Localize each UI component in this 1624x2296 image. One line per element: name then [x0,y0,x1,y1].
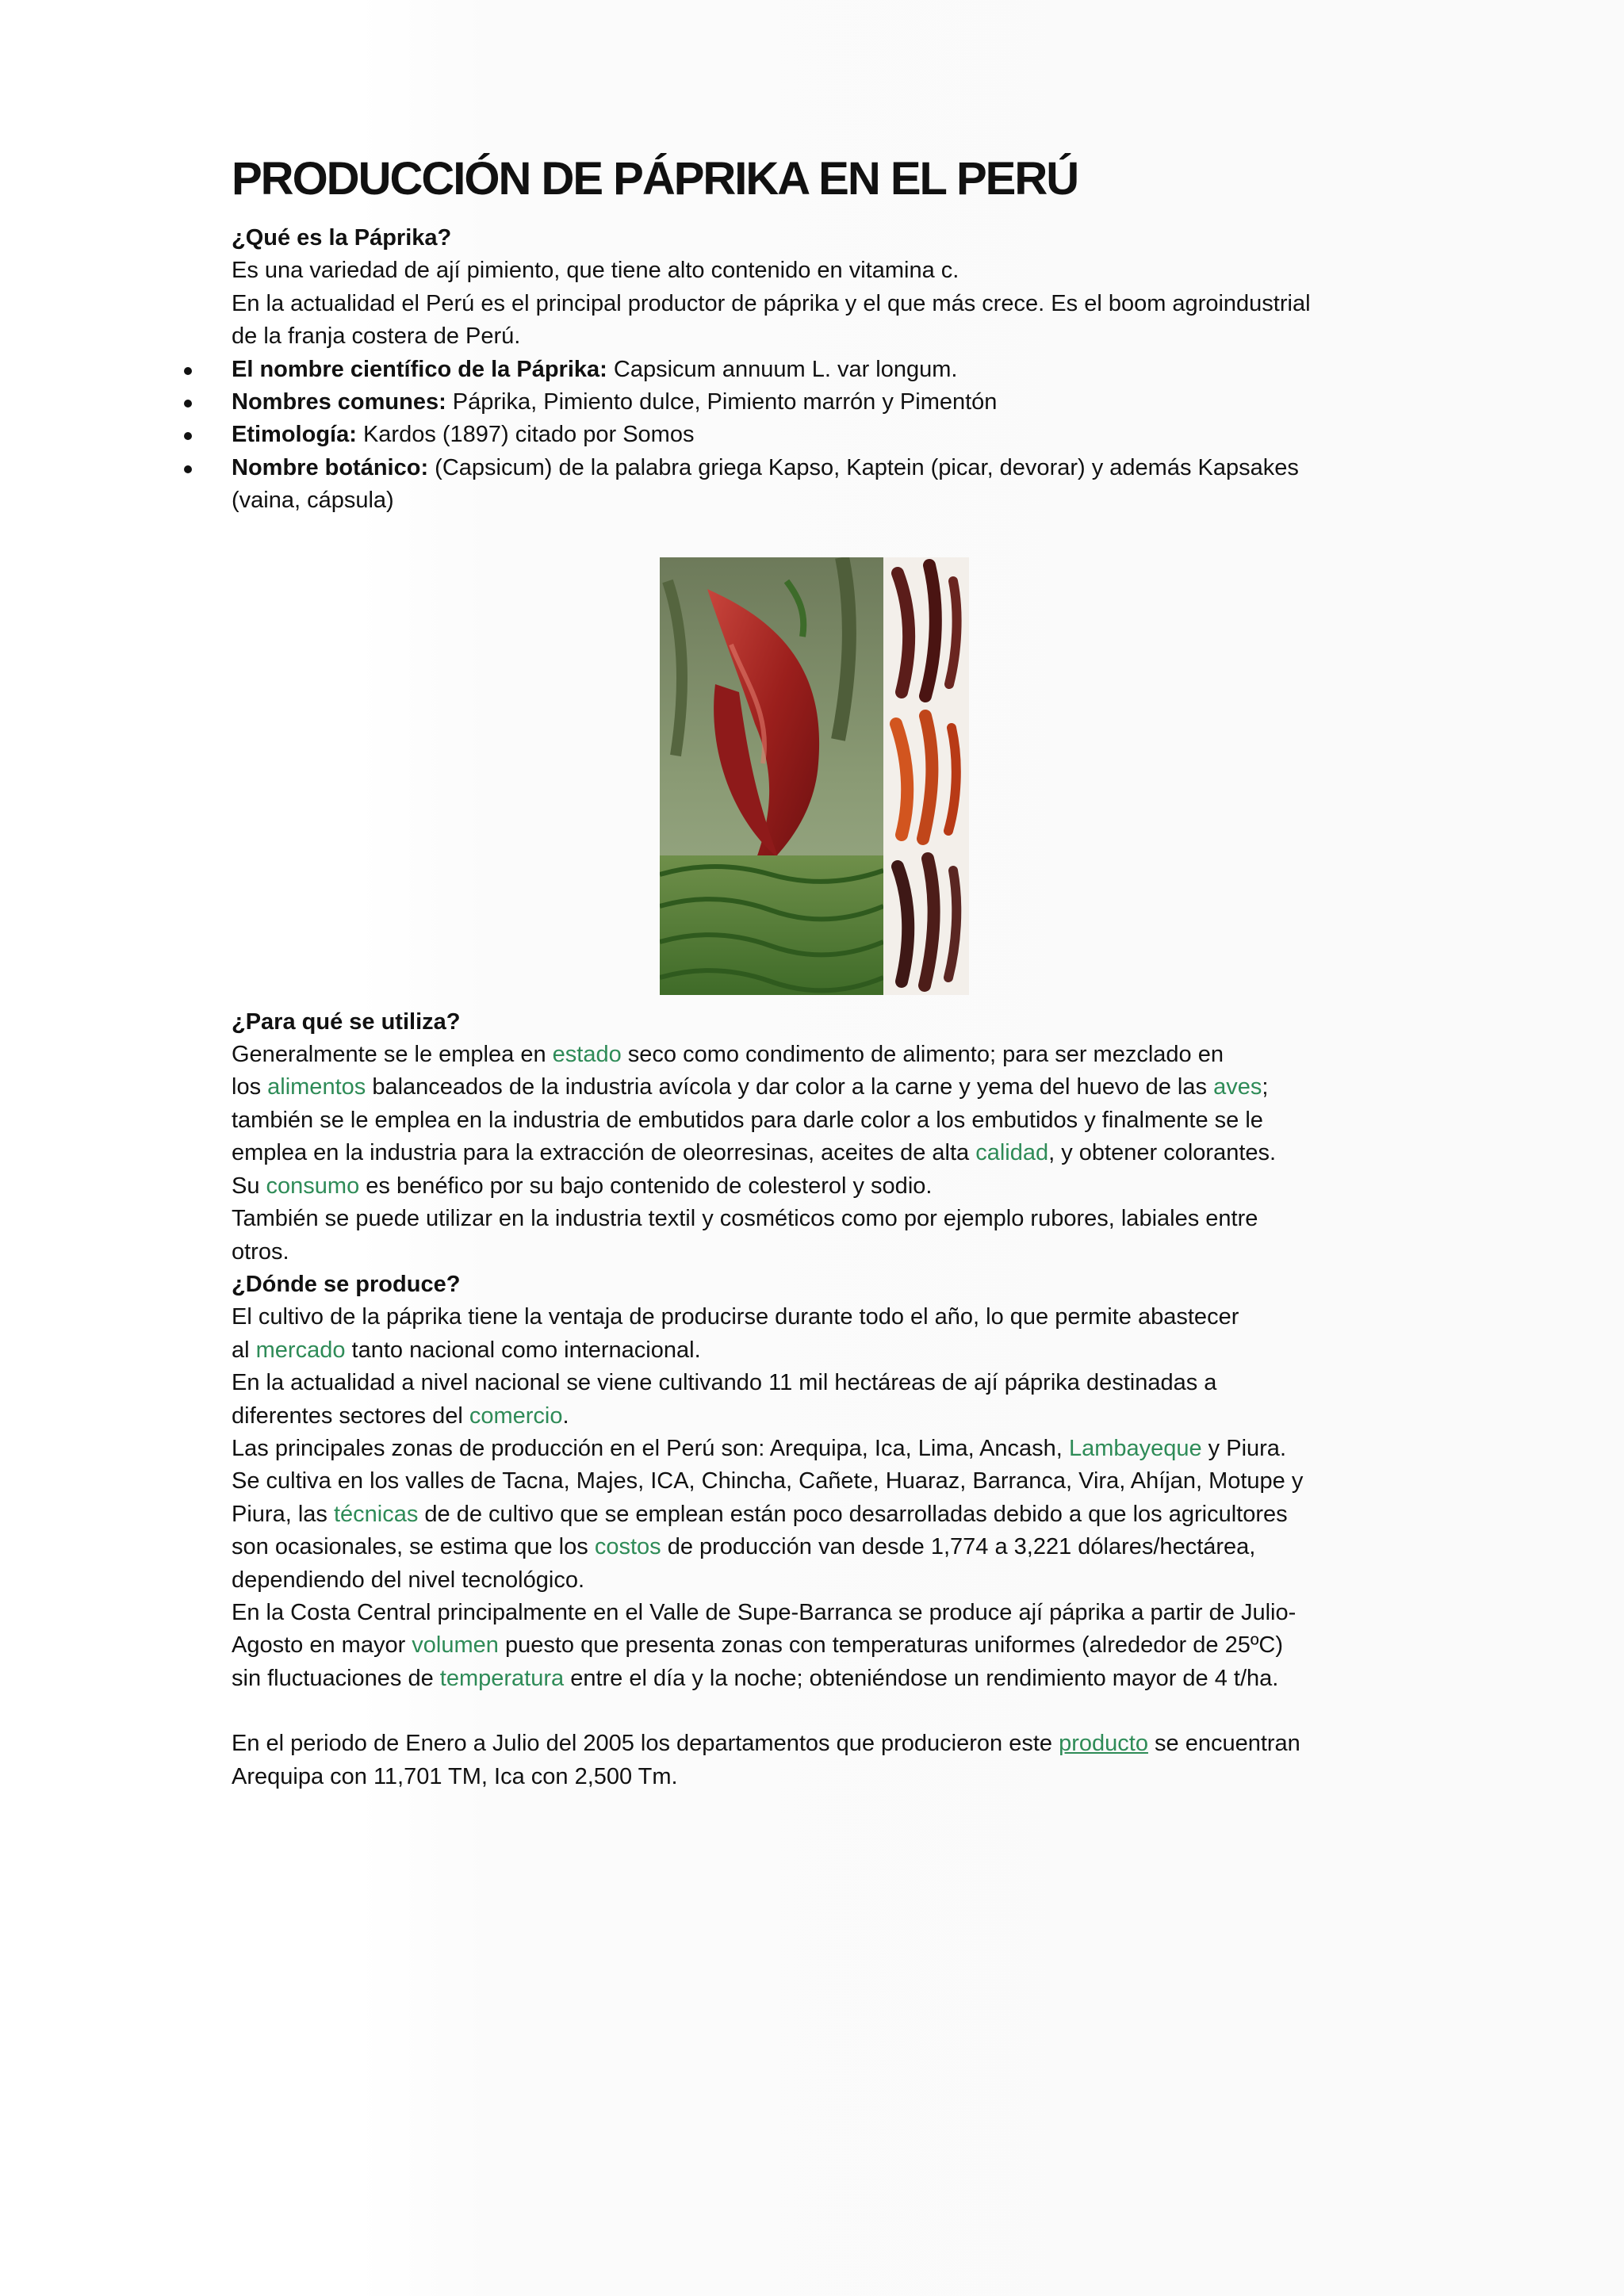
bullet-text: Páprika, Pimiento dulce, Pimiento marrón y Pimentón [446,389,998,415]
paragraph-line: Agosto en mayor volumen puesto que presenta zonas con temperaturas uniformes (alrededor de 25ºC) [232,1632,1284,1659]
list-item [232,452,1397,518]
section-heading-donde: ¿Dónde se produce? [232,1271,461,1297]
paragraph-line: de la franja costera de Perú. [232,323,521,350]
link-mercado[interactable]: mercado [255,1337,346,1363]
paragraph-line: emplea en la industria para la extracción de oleorresinas, aceites de alta calidad, y obtener colorantes. [232,1140,1277,1166]
paprika-photo [660,557,969,995]
paragraph-line: También se puede utilizar en la industria textil y cosméticos como por ejemplo rubores, labiales entre [232,1206,1258,1232]
paragraph-line: al mercado tanto nacional como internacional. [232,1337,701,1363]
link-consumo[interactable]: consumo [266,1173,360,1199]
paragraph-line: En la actualidad a nivel nacional se viene cultivando 11 mil hectáreas de ají páprika destinadas a [232,1370,1217,1396]
paragraph-line: Las principales zonas de producción en el Perú son: Arequipa, Ica, Lima, Ancash, Lambayeque y Piura. [232,1435,1286,1461]
link-lambayeque[interactable]: Lambayeque [1068,1435,1202,1461]
link-aves[interactable]: aves [1213,1074,1262,1100]
paragraph-line: sin fluctuaciones de temperatura entre el día y la noche; obteniéndose un rendimiento mayor de 4 t/ha. [232,1665,1279,1691]
paragraph-spacer [232,1695,1397,1728]
paragraph-line: dependiendo del nivel tecnológico. [232,1567,585,1593]
paragraph-line: otros. [232,1238,289,1265]
paragraph-line: En el periodo de Enero a Julio del 2005 los departamentos que producieron este producto se encuentran [232,1731,1300,1757]
bullet-label: El nombre científico de la Páprika: [232,356,607,382]
link-producto[interactable]: producto [1059,1731,1148,1757]
link-comercio[interactable]: comercio [469,1402,563,1429]
paragraph-line: Arequipa con 11,701 TM, Ica con 2,500 Tm. [232,1763,678,1789]
page-title: PRODUCCIÓN DE PÁPRIKA EN EL PERÚ [232,153,1078,205]
bullet-label: Nombre botánico: [232,454,429,480]
link-temperatura[interactable]: temperatura [439,1665,565,1691]
paragraph-line: Su consumo es benéfico por su bajo contenido de colesterol y sodio. [232,1173,933,1199]
paragraph-line: los alimentos balanceados de la industria avícola y dar color a la carne y yema del huevo de las aves; [232,1074,1269,1100]
bullet-label: Etimología: [232,422,357,448]
link-alimentos[interactable]: alimentos [267,1074,366,1100]
document-body [232,149,1397,1793]
paragraph-line: son ocasionales, se estima que los costos de producción van desde 1,774 a 3,221 dólares/hectárea, [232,1534,1256,1560]
bullet-list [232,354,1397,518]
list-item [232,419,1397,451]
paragraph-line: Se cultiva en los valles de Tacna, Majes, ICA, Chincha, Cañete, Huaraz, Barranca, Vira, Ahíjan, Motupe y [232,1468,1304,1494]
paragraph-line: Es una variedad de ají pimiento, que tiene alto contenido en vitamina c. [232,258,959,284]
section-heading-que-es: ¿Qué es la Páprika? [232,225,452,251]
link-tecnicas[interactable]: técnicas [333,1501,419,1527]
paragraph-line: En la actualidad el Perú es el principal productor de páprika y el que más crece. Es el boom agroindustrial [232,290,1311,316]
paragraph-line: diferentes sectores del comercio. [232,1402,569,1429]
bullet-text-continued: (vaina, cápsula) [232,488,394,514]
link-estado[interactable]: estado [552,1042,622,1068]
link-calidad[interactable]: calidad [975,1140,1049,1166]
bullet-text: (Capsicum) de la palabra griega Kapso, Kaptein (picar, devorar) y además Kapsakes [428,454,1299,480]
bullet-label: Nombres comunes: [232,389,446,415]
bullet-icon [184,367,192,375]
paragraph-line: El cultivo de la páprika tiene la ventaja de producirse durante todo el año, lo que permite abastecer [232,1304,1239,1330]
link-volumen[interactable]: volumen [412,1632,499,1659]
paprika-illustration [660,557,969,995]
link-costos[interactable]: costos [594,1534,661,1560]
paragraph-line: Piura, las técnicas de de cultivo que se emplean están poco desarrolladas debido a que los agricultores [232,1501,1288,1527]
paragraph-line: también se le emplea en la industria de embutidos para darle color a los embutidos y finalmente se le [232,1107,1263,1133]
section-heading-para-que: ¿Para qué se utiliza? [232,1008,461,1035]
bullet-text: Kardos (1897) citado por Somos [356,422,695,448]
list-item [232,386,1397,419]
bullet-icon [184,465,192,473]
paragraph-line: Generalmente se le emplea en estado seco como condimento de alimento; para ser mezclado en [232,1042,1224,1068]
bullet-icon [184,400,192,408]
bullet-icon [184,432,192,440]
bullet-text: Capsicum annuum L. var longum. [607,356,958,382]
list-item [232,354,1397,386]
paragraph-line: En la Costa Central principalmente en el Valle de Supe-Barranca se produce ají páprika a partir de Julio- [232,1599,1297,1625]
